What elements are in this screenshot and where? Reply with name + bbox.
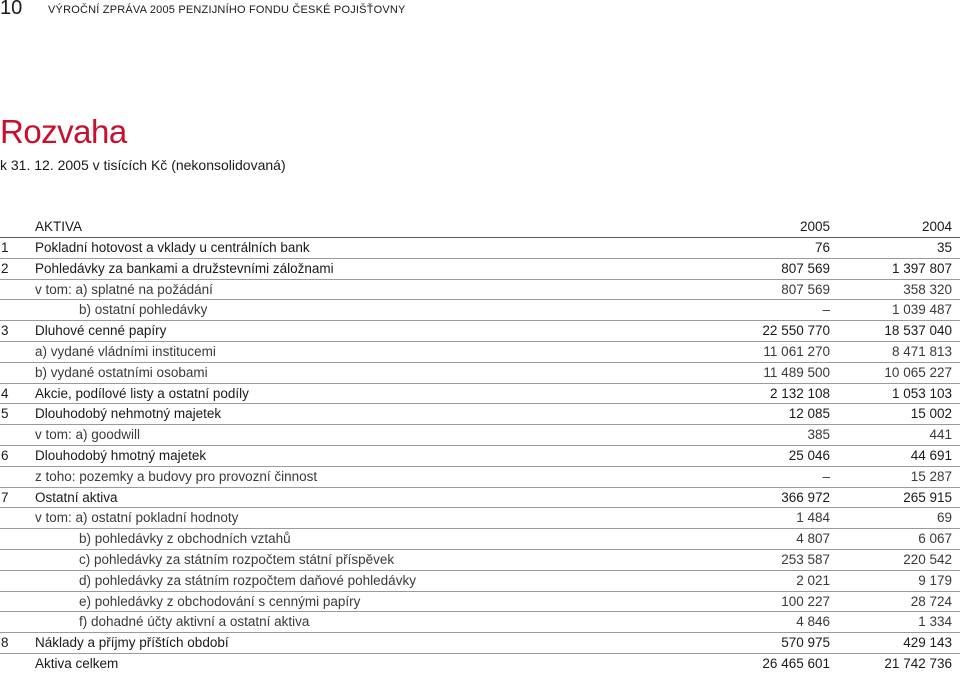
row-label: v tom: a) splatné na požádání xyxy=(35,281,213,297)
value-2004: 1 039 487 xyxy=(891,302,952,318)
row-label: b) vydané ostatními osobami xyxy=(35,364,208,380)
row-number: 5 xyxy=(1,406,9,422)
value-2005: 100 227 xyxy=(781,593,830,609)
value-2005: 26 465 601 xyxy=(762,655,830,671)
table-row xyxy=(0,446,960,467)
row-label: Akcie, podílové listy a ostatní podíly xyxy=(35,385,249,401)
value-2004: 35 xyxy=(936,240,952,255)
row-number: 1 xyxy=(1,240,9,255)
value-2004: 44 691 xyxy=(910,447,952,463)
row-number: 3 xyxy=(1,323,9,339)
table-row xyxy=(0,488,960,509)
value-2005: 11 061 270 xyxy=(763,343,830,359)
value-2005: 2 132 108 xyxy=(769,385,830,401)
row-label: e) pohledávky z obchodování s cennými papíry xyxy=(79,593,361,609)
value-2004: 15 287 xyxy=(910,468,952,484)
column-header-2005: 2005 xyxy=(799,219,830,234)
report-title: VÝROČNÍ ZPRÁVA 2005 PENZIJNÍHO FONDU ČESKÉ POJIŠŤOVNY xyxy=(48,4,406,16)
value-2004: 265 915 xyxy=(903,489,952,505)
row-label: b) pohledávky z obchodních vztahů xyxy=(79,531,291,547)
column-header-2004: 2004 xyxy=(921,219,952,234)
table-row xyxy=(0,259,960,280)
value-2005: 4 846 xyxy=(796,614,830,630)
value-2005: 4 807 xyxy=(796,531,830,547)
value-2005: – xyxy=(822,468,830,484)
value-2005: 253 587 xyxy=(781,551,830,567)
page-number: 10 xyxy=(0,0,23,19)
table-row xyxy=(0,321,960,342)
page-header xyxy=(0,0,960,22)
table-row xyxy=(0,238,960,259)
value-2004: 441 xyxy=(929,427,952,443)
row-label: d) pohledávky za státním rozpočtem daňové pohledávky xyxy=(79,572,416,588)
row-label: v tom: a) goodwill xyxy=(35,427,141,443)
value-2004: 1 397 807 xyxy=(891,260,952,276)
row-label: z toho: pozemky a budovy pro provozní činnost xyxy=(35,468,318,484)
row-label: a) vydané vládními institucemi xyxy=(35,343,216,359)
table-row xyxy=(0,280,960,301)
value-2004: 429 143 xyxy=(903,635,952,651)
row-label: Pohledávky za bankami a družstevními záložnami xyxy=(35,260,334,276)
value-2004: 28 724 xyxy=(910,593,952,609)
row-label: Pokladní hotovost a vklady u centrálních bank xyxy=(35,240,310,255)
table-row xyxy=(0,529,960,550)
row-label: f) dohadné účty aktivní a ostatní aktiva xyxy=(79,614,310,630)
balance-sheet-table xyxy=(0,217,960,675)
value-2005: 76 xyxy=(814,240,830,255)
table-row xyxy=(0,384,960,405)
row-label: Náklady a příjmy příštích období xyxy=(35,635,229,651)
table-row xyxy=(0,300,960,321)
row-label: Dlouhodobý nehmotný majetek xyxy=(35,406,222,422)
value-2005: 366 972 xyxy=(781,489,830,505)
page-subtitle: k 31. 12. 2005 v tisících Kč (nekonsolidovaná) xyxy=(0,157,286,173)
value-2005: 570 975 xyxy=(781,635,830,651)
table-row xyxy=(0,592,960,613)
value-2004: 1 334 xyxy=(918,614,952,630)
value-2005: 807 569 xyxy=(781,281,830,297)
row-number: 8 xyxy=(1,635,9,651)
table-row xyxy=(0,508,960,529)
table-row xyxy=(0,363,960,384)
value-2004: 8 471 813 xyxy=(891,343,952,359)
table-row xyxy=(0,425,960,446)
row-number: 4 xyxy=(1,385,9,401)
row-label: Dluhové cenné papíry xyxy=(35,323,167,339)
row-label: Aktiva celkem xyxy=(35,655,119,671)
row-label: b) ostatní pohledávky xyxy=(79,302,208,318)
value-2005: 2 021 xyxy=(796,572,830,588)
table-row-total xyxy=(0,654,960,675)
value-2005: 807 569 xyxy=(781,260,830,276)
row-label: Dlouhodobý hmotný majetek xyxy=(35,447,207,463)
row-number: 6 xyxy=(1,447,9,463)
value-2004: 15 002 xyxy=(910,406,952,422)
row-number: 2 xyxy=(1,260,9,276)
table-row xyxy=(0,342,960,363)
value-2005: 385 xyxy=(807,427,830,443)
value-2004: 21 742 736 xyxy=(884,655,952,671)
table-header xyxy=(0,217,960,238)
column-header-label: AKTIVA xyxy=(35,219,83,234)
table-row xyxy=(0,404,960,425)
value-2004: 358 320 xyxy=(903,281,952,297)
value-2004: 1 053 103 xyxy=(891,385,952,401)
value-2004: 9 179 xyxy=(918,572,952,588)
value-2004: 69 xyxy=(936,510,952,526)
table-row xyxy=(0,612,960,633)
value-2004: 18 537 040 xyxy=(884,323,952,339)
value-2005: 25 046 xyxy=(788,447,830,463)
value-2004: 220 542 xyxy=(903,551,952,567)
table-row xyxy=(0,550,960,571)
table-row xyxy=(0,571,960,592)
value-2004: 6 067 xyxy=(918,531,952,547)
page-title: Rozvaha xyxy=(0,113,127,150)
table-row xyxy=(0,467,960,488)
row-label: c) pohledávky za státním rozpočtem státní příspěvek xyxy=(79,551,395,567)
row-number: 7 xyxy=(1,489,9,505)
value-2005: 12 085 xyxy=(788,406,830,422)
row-label: v tom: a) ostatní pokladní hodnoty xyxy=(35,510,239,526)
row-label: Ostatní aktiva xyxy=(35,489,118,505)
value-2004: 10 065 227 xyxy=(884,364,952,380)
value-2005: 1 484 xyxy=(796,510,830,526)
value-2005: 11 489 500 xyxy=(763,364,830,380)
value-2005: – xyxy=(822,302,830,318)
table-row xyxy=(0,633,960,654)
value-2005: 22 550 770 xyxy=(762,323,830,339)
